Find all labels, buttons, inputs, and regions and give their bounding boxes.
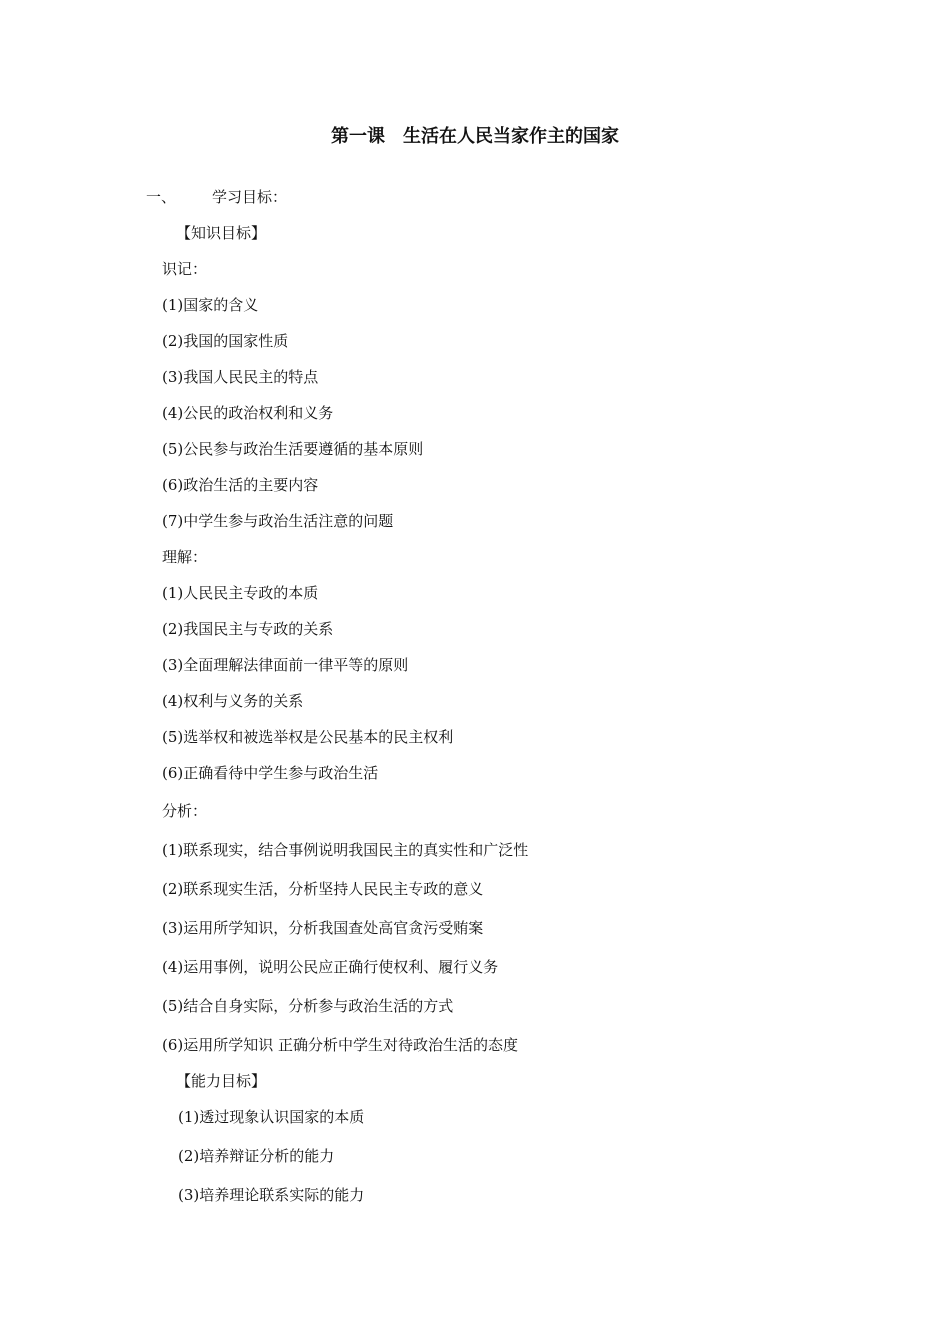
list-item: (3)培养理论联系实际的能力 <box>178 1186 365 1204</box>
list-item: (2)我国的国家性质 <box>162 332 289 350</box>
ability-objectives-header: 【能力目标】 <box>176 1072 267 1090</box>
list-item: (4)公民的政治权利和义务 <box>162 404 334 422</box>
list-item: (3)我国人民民主的特点 <box>162 368 319 386</box>
list-item: (1)国家的含义 <box>162 296 259 314</box>
list-item: (3)运用所学知识，分析我国查处高官贪污受贿案 <box>162 919 484 937</box>
section-number: 一、 <box>146 188 177 206</box>
page-title: 第一课 生活在人民当家作主的国家 <box>331 126 619 147</box>
list-item: (4)权利与义务的关系 <box>162 692 304 710</box>
list-item: (6)正确看待中学生参与政治生活 <box>162 764 379 782</box>
list-item: (3)全面理解法律面前一律平等的原则 <box>162 656 409 674</box>
list-item: (7)中学生参与政治生活注意的问题 <box>162 512 394 530</box>
list-item: (1)联系现实，结合事例说明我国民主的真实性和广泛性 <box>162 841 529 859</box>
list-item: (6)运用所学知识 正确分析中学生对待政治生活的态度 <box>162 1036 519 1054</box>
list-item: (5)结合自身实际，分析参与政治生活的方式 <box>162 997 454 1015</box>
section-heading: 学习目标： <box>212 188 288 206</box>
list-item: (5)公民参与政治生活要遵循的基本原则 <box>162 440 424 458</box>
analyze-label: 分析： <box>162 802 208 820</box>
list-item: (5)选举权和被选举权是公民基本的民主权利 <box>162 728 454 746</box>
list-item: (2)联系现实生活，分析坚持人民民主专政的意义 <box>162 880 484 898</box>
list-item: (1)人民民主专政的本质 <box>162 584 319 602</box>
memorize-label: 识记： <box>162 260 208 278</box>
list-item: (2)我国民主与专政的关系 <box>162 620 334 638</box>
understand-label: 理解： <box>162 548 208 566</box>
list-item: (4)运用事例，说明公民应正确行使权利、履行义务 <box>162 958 499 976</box>
list-item: (6)政治生活的主要内容 <box>162 476 319 494</box>
list-item: (1)透过现象认识国家的本质 <box>178 1108 365 1126</box>
list-item: (2)培养辩证分析的能力 <box>178 1147 335 1165</box>
knowledge-objectives-header: 【知识目标】 <box>176 224 267 242</box>
